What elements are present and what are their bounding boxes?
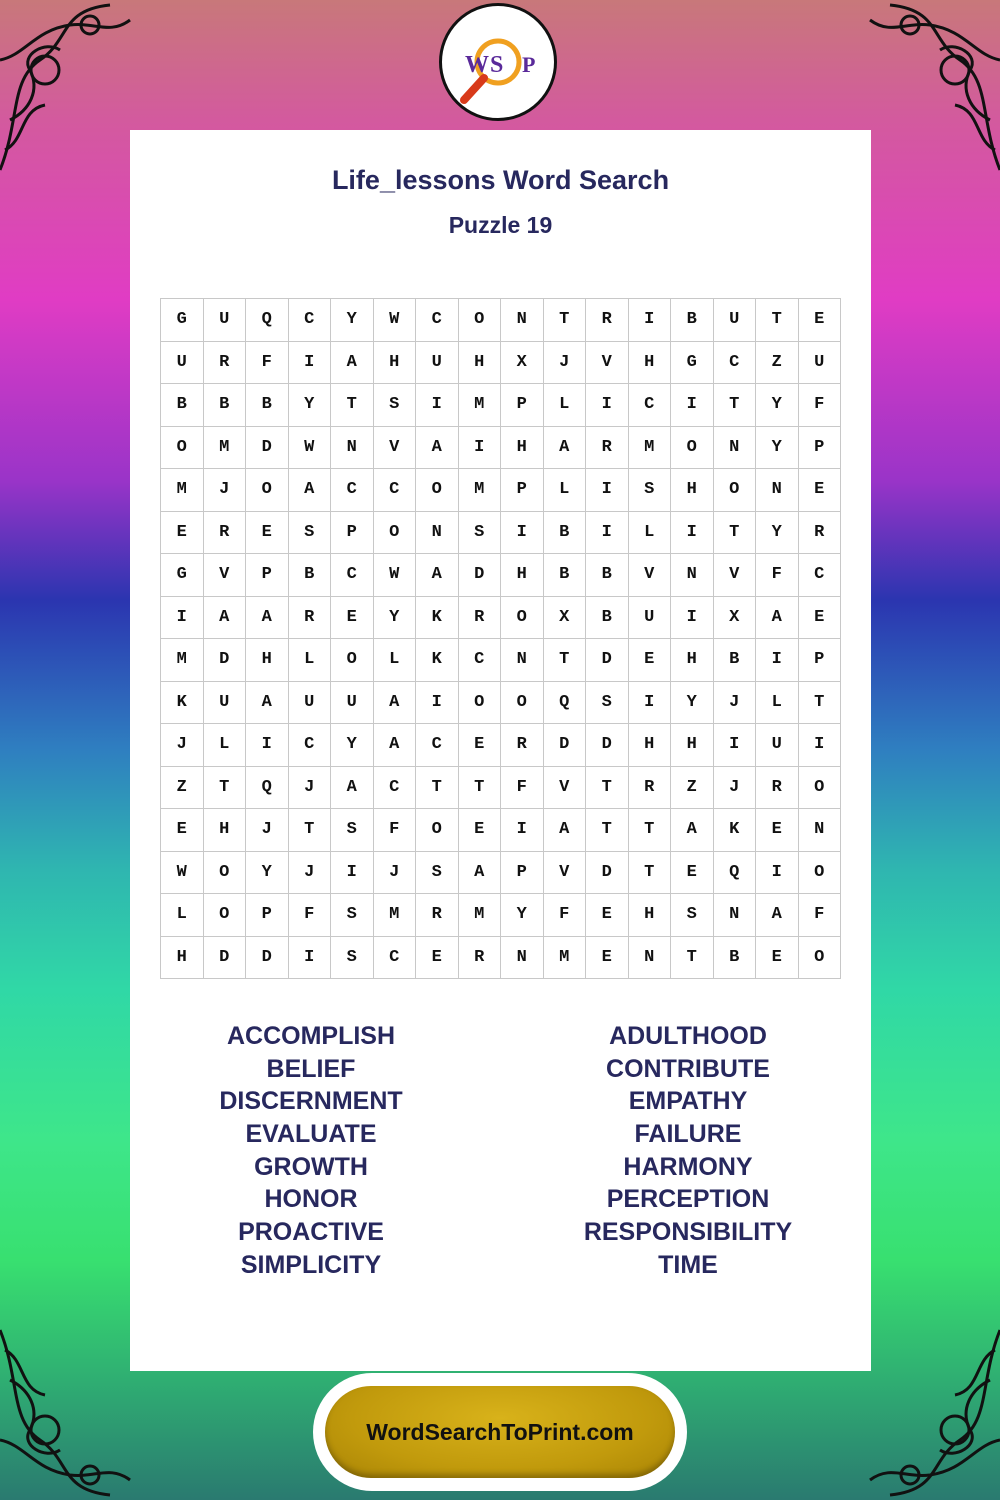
grid-cell[interactable]: T	[544, 299, 587, 342]
grid-cell[interactable]: E	[331, 597, 374, 640]
grid-cell[interactable]: N	[501, 639, 544, 682]
grid-cell[interactable]: B	[204, 384, 247, 427]
grid-cell[interactable]: M	[544, 937, 587, 980]
word-list-item: HARMONY	[623, 1152, 753, 1181]
grid-cell[interactable]: T	[714, 384, 757, 427]
grid-cell[interactable]: A	[204, 597, 247, 640]
grid-cell[interactable]: B	[544, 512, 587, 555]
grid-cell[interactable]: U	[629, 597, 672, 640]
letter-grid	[160, 298, 841, 979]
grid-cell[interactable]: F	[799, 894, 842, 937]
grid-cell[interactable]: H	[501, 427, 544, 470]
word-list-item: GROWTH	[254, 1152, 368, 1181]
grid-cell[interactable]: D	[586, 724, 629, 767]
grid-cell[interactable]: I	[671, 597, 714, 640]
grid-cell[interactable]: E	[799, 597, 842, 640]
grid-cell[interactable]: B	[246, 384, 289, 427]
site-link-button[interactable]: WordSearchToPrint.com	[325, 1386, 675, 1478]
grid-cell[interactable]: A	[331, 767, 374, 810]
grid-cell[interactable]: R	[459, 597, 502, 640]
grid-cell[interactable]: F	[374, 809, 417, 852]
grid-cell[interactable]: A	[756, 597, 799, 640]
grid-cell[interactable]: B	[586, 554, 629, 597]
word-list-item: CONTRIBUTE	[606, 1054, 770, 1083]
grid-cell[interactable]: E	[756, 809, 799, 852]
grid-cell[interactable]: Q	[714, 852, 757, 895]
grid-cell[interactable]: E	[586, 937, 629, 980]
grid-cell[interactable]: T	[459, 767, 502, 810]
word-list-item: FAILURE	[634, 1120, 742, 1149]
grid-cell[interactable]: Y	[331, 724, 374, 767]
grid-cell[interactable]: I	[416, 682, 459, 725]
grid-cell[interactable]: Q	[246, 299, 289, 342]
grid-cell[interactable]: O	[374, 512, 417, 555]
grid-cell[interactable]: Y	[756, 512, 799, 555]
grid-cell[interactable]: I	[501, 809, 544, 852]
grid-cell[interactable]: P	[501, 469, 544, 512]
grid-cell[interactable]: O	[416, 809, 459, 852]
grid-cell[interactable]: R	[756, 767, 799, 810]
grid-cell[interactable]: I	[459, 427, 502, 470]
grid-cell[interactable]: V	[204, 554, 247, 597]
grid-cell[interactable]: V	[374, 427, 417, 470]
grid-cell[interactable]: W	[289, 427, 332, 470]
grid-cell[interactable]: B	[671, 299, 714, 342]
grid-cell[interactable]: A	[544, 427, 587, 470]
logo-letter-w: W	[465, 52, 489, 78]
grid-cell[interactable]: D	[459, 554, 502, 597]
grid-cell[interactable]: V	[714, 554, 757, 597]
word-list-item: BELIEF	[266, 1054, 356, 1083]
grid-cell[interactable]: S	[416, 852, 459, 895]
grid-cell[interactable]: U	[204, 682, 247, 725]
grid-cell[interactable]: Z	[756, 342, 799, 385]
logo-letter-s: S	[490, 52, 504, 78]
grid-cell[interactable]: L	[544, 384, 587, 427]
grid-cell[interactable]: M	[459, 469, 502, 512]
grid-cell[interactable]: C	[374, 469, 417, 512]
grid-cell[interactable]: E	[161, 809, 204, 852]
grid-cell[interactable]: Q	[544, 682, 587, 725]
grid-cell[interactable]: A	[289, 469, 332, 512]
grid-cell[interactable]: F	[501, 767, 544, 810]
grid-cell[interactable]: A	[374, 724, 417, 767]
grid-cell[interactable]: A	[459, 852, 502, 895]
grid-cell[interactable]: L	[756, 682, 799, 725]
grid-cell[interactable]: I	[756, 852, 799, 895]
grid-cell[interactable]: H	[204, 809, 247, 852]
grid-cell[interactable]: E	[799, 469, 842, 512]
word-list-item: TIME	[658, 1250, 718, 1279]
grid-cell[interactable]: A	[416, 427, 459, 470]
grid-cell[interactable]: I	[629, 682, 672, 725]
grid-cell[interactable]: R	[459, 937, 502, 980]
grid-cell[interactable]: Y	[331, 299, 374, 342]
grid-cell[interactable]: M	[161, 639, 204, 682]
grid-cell[interactable]: P	[246, 894, 289, 937]
grid-cell[interactable]: J	[374, 852, 417, 895]
grid-cell[interactable]: T	[289, 809, 332, 852]
grid-cell[interactable]: A	[416, 554, 459, 597]
grid-cell[interactable]: Z	[161, 767, 204, 810]
grid-cell[interactable]: R	[586, 427, 629, 470]
grid-cell[interactable]: Y	[756, 384, 799, 427]
grid-cell[interactable]: R	[416, 894, 459, 937]
grid-cell[interactable]: S	[629, 469, 672, 512]
grid-cell[interactable]: S	[331, 894, 374, 937]
grid-cell[interactable]: E	[459, 809, 502, 852]
grid-cell[interactable]: T	[416, 767, 459, 810]
grid-cell[interactable]: R	[501, 724, 544, 767]
grid-cell[interactable]: A	[671, 809, 714, 852]
magnifier-icon	[442, 6, 554, 118]
grid-cell[interactable]: N	[629, 937, 672, 980]
word-list-item: PERCEPTION	[606, 1185, 770, 1214]
word-list-item: DISCERNMENT	[219, 1087, 403, 1116]
grid-cell[interactable]: H	[501, 554, 544, 597]
grid-cell[interactable]: P	[501, 852, 544, 895]
grid-cell[interactable]: U	[416, 342, 459, 385]
grid-cell[interactable]: T	[544, 639, 587, 682]
grid-cell[interactable]: D	[204, 639, 247, 682]
grid-cell[interactable]: I	[586, 469, 629, 512]
grid-cell[interactable]: R	[799, 512, 842, 555]
grid-cell[interactable]: O	[714, 469, 757, 512]
grid-cell[interactable]: H	[629, 342, 672, 385]
grid-cell[interactable]: I	[756, 639, 799, 682]
grid-cell[interactable]: P	[501, 384, 544, 427]
grid-cell[interactable]: Y	[756, 427, 799, 470]
grid-cell[interactable]: C	[331, 469, 374, 512]
grid-cell[interactable]: W	[374, 299, 417, 342]
grid-cell[interactable]: N	[799, 809, 842, 852]
grid-cell[interactable]: O	[459, 682, 502, 725]
grid-cell[interactable]: H	[629, 894, 672, 937]
grid-cell[interactable]: R	[289, 597, 332, 640]
grid-cell[interactable]: Y	[501, 894, 544, 937]
grid-cell[interactable]: K	[714, 809, 757, 852]
grid-cell[interactable]: Z	[671, 767, 714, 810]
grid-cell[interactable]: L	[204, 724, 247, 767]
grid-cell[interactable]: B	[586, 597, 629, 640]
grid-cell[interactable]: U	[161, 342, 204, 385]
grid-cell[interactable]: A	[246, 597, 289, 640]
grid-cell[interactable]: O	[416, 469, 459, 512]
grid-cell[interactable]: G	[161, 299, 204, 342]
grid-cell[interactable]: X	[544, 597, 587, 640]
grid-cell[interactable]: I	[586, 384, 629, 427]
word-list-item: EMPATHY	[628, 1087, 748, 1116]
grid-cell[interactable]: H	[671, 639, 714, 682]
grid-cell[interactable]: S	[331, 809, 374, 852]
grid-cell[interactable]: N	[331, 427, 374, 470]
grid-cell[interactable]: G	[161, 554, 204, 597]
grid-cell[interactable]: D	[586, 639, 629, 682]
grid-cell[interactable]: T	[799, 682, 842, 725]
grid-cell[interactable]: V	[544, 767, 587, 810]
grid-cell[interactable]: O	[331, 639, 374, 682]
grid-cell[interactable]: I	[161, 597, 204, 640]
word-list-item: RESPONSIBILITY	[583, 1218, 793, 1247]
grid-cell[interactable]: M	[459, 384, 502, 427]
word-list-item: ACCOMPLISH	[226, 1022, 396, 1050]
grid-cell[interactable]: U	[799, 342, 842, 385]
grid-cell[interactable]: C	[416, 299, 459, 342]
word-list-item: EVALUATE	[245, 1120, 377, 1149]
grid-cell[interactable]: M	[629, 427, 672, 470]
grid-cell[interactable]: U	[289, 682, 332, 725]
grid-cell[interactable]: C	[714, 342, 757, 385]
grid-cell[interactable]: X	[714, 597, 757, 640]
grid-cell[interactable]: C	[289, 724, 332, 767]
grid-cell[interactable]: T	[714, 512, 757, 555]
grid-cell[interactable]: O	[204, 852, 247, 895]
grid-cell[interactable]: O	[671, 427, 714, 470]
grid-cell[interactable]: E	[756, 937, 799, 980]
grid-cell[interactable]: O	[459, 299, 502, 342]
grid-cell[interactable]: A	[246, 682, 289, 725]
grid-cell[interactable]: H	[671, 724, 714, 767]
grid-cell[interactable]: H	[374, 342, 417, 385]
grid-cell[interactable]: E	[586, 894, 629, 937]
grid-cell[interactable]: E	[161, 512, 204, 555]
grid-cell[interactable]: I	[289, 342, 332, 385]
grid-cell[interactable]: P	[331, 512, 374, 555]
grid-cell[interactable]: Q	[246, 767, 289, 810]
grid-cell[interactable]: F	[799, 384, 842, 427]
grid-cell[interactable]: F	[246, 342, 289, 385]
grid-cell[interactable]: I	[501, 512, 544, 555]
grid-cell[interactable]: N	[501, 299, 544, 342]
grid-cell[interactable]: L	[289, 639, 332, 682]
grid-cell[interactable]: L	[629, 512, 672, 555]
grid-cell[interactable]: T	[586, 767, 629, 810]
grid-cell[interactable]: U	[204, 299, 247, 342]
grid-cell[interactable]: L	[374, 639, 417, 682]
grid-cell[interactable]: I	[671, 512, 714, 555]
grid-cell[interactable]: B	[544, 554, 587, 597]
grid-cell[interactable]: R	[204, 342, 247, 385]
grid-cell[interactable]: O	[799, 937, 842, 980]
grid-cell[interactable]: E	[671, 852, 714, 895]
grid-cell[interactable]: E	[459, 724, 502, 767]
grid-cell[interactable]: U	[756, 724, 799, 767]
grid-cell[interactable]: J	[289, 767, 332, 810]
grid-cell[interactable]: T	[629, 852, 672, 895]
grid-cell[interactable]: O	[161, 427, 204, 470]
grid-cell[interactable]: L	[161, 894, 204, 937]
grid-cell[interactable]: T	[756, 299, 799, 342]
grid-cell[interactable]: T	[671, 937, 714, 980]
grid-cell[interactable]: O	[246, 469, 289, 512]
grid-cell[interactable]: B	[161, 384, 204, 427]
logo-letter-p: P	[522, 52, 536, 77]
grid-cell[interactable]: D	[204, 937, 247, 980]
grid-cell[interactable]: Y	[374, 597, 417, 640]
grid-cell[interactable]: S	[374, 384, 417, 427]
grid-cell[interactable]: S	[586, 682, 629, 725]
grid-cell[interactable]: D	[246, 427, 289, 470]
grid-cell[interactable]: O	[799, 767, 842, 810]
grid-cell[interactable]: N	[714, 894, 757, 937]
grid-cell[interactable]: F	[544, 894, 587, 937]
grid-cell[interactable]: H	[671, 469, 714, 512]
puzzle-card	[130, 130, 871, 1371]
grid-cell[interactable]: P	[799, 427, 842, 470]
word-list-item: ADULTHOOD	[609, 1022, 767, 1050]
grid-cell[interactable]: H	[459, 342, 502, 385]
grid-cell[interactable]: L	[544, 469, 587, 512]
grid-cell[interactable]: J	[161, 724, 204, 767]
grid-cell[interactable]: P	[799, 639, 842, 682]
grid-cell[interactable]: W	[161, 852, 204, 895]
grid-cell[interactable]: C	[629, 384, 672, 427]
grid-cell[interactable]: T	[331, 384, 374, 427]
grid-cell[interactable]: J	[204, 469, 247, 512]
grid-cell[interactable]: S	[671, 894, 714, 937]
grid-cell[interactable]: I	[586, 512, 629, 555]
grid-cell[interactable]: D	[544, 724, 587, 767]
grid-cell[interactable]: T	[204, 767, 247, 810]
grid-cell[interactable]: B	[714, 639, 757, 682]
grid-cell[interactable]: C	[416, 724, 459, 767]
grid-cell[interactable]: N	[671, 554, 714, 597]
grid-cell[interactable]: O	[501, 597, 544, 640]
grid-cell[interactable]: I	[714, 724, 757, 767]
grid-cell[interactable]: B	[714, 937, 757, 980]
grid-cell[interactable]: E	[629, 639, 672, 682]
grid-cell[interactable]: A	[374, 682, 417, 725]
word-list-item: HONOR	[264, 1185, 358, 1214]
grid-cell[interactable]: B	[289, 554, 332, 597]
grid-cell[interactable]: I	[331, 852, 374, 895]
grid-cell[interactable]: N	[501, 937, 544, 980]
grid-cell[interactable]: I	[416, 384, 459, 427]
grid-cell[interactable]: V	[586, 342, 629, 385]
grid-cell[interactable]: E	[416, 937, 459, 980]
grid-cell[interactable]: K	[416, 597, 459, 640]
grid-cell[interactable]: M	[459, 894, 502, 937]
grid-cell[interactable]: Y	[246, 852, 289, 895]
grid-cell[interactable]: N	[756, 469, 799, 512]
grid-cell[interactable]: U	[331, 682, 374, 725]
grid-cell[interactable]: T	[586, 809, 629, 852]
grid-cell[interactable]: A	[544, 809, 587, 852]
grid-cell[interactable]: A	[331, 342, 374, 385]
grid-cell[interactable]: C	[459, 639, 502, 682]
puzzle-number: Puzzle 19	[448, 212, 553, 238]
grid-cell[interactable]: E	[246, 512, 289, 555]
grid-cell[interactable]: J	[714, 682, 757, 725]
grid-cell[interactable]: S	[459, 512, 502, 555]
grid-cell[interactable]: Y	[671, 682, 714, 725]
grid-cell[interactable]: K	[161, 682, 204, 725]
grid-cell[interactable]: I	[629, 299, 672, 342]
grid-cell[interactable]: H	[246, 639, 289, 682]
grid-cell[interactable]: J	[714, 767, 757, 810]
grid-cell[interactable]: N	[416, 512, 459, 555]
word-list-item: SIMPLICITY	[240, 1250, 382, 1279]
grid-cell[interactable]: J	[289, 852, 332, 895]
grid-cell[interactable]: C	[331, 554, 374, 597]
grid-cell[interactable]: D	[246, 937, 289, 980]
grid-cell[interactable]: C	[799, 554, 842, 597]
grid-cell[interactable]: M	[204, 427, 247, 470]
grid-cell[interactable]: M	[374, 894, 417, 937]
grid-cell[interactable]: A	[756, 894, 799, 937]
grid-cell[interactable]: R	[629, 767, 672, 810]
grid-cell[interactable]: I	[671, 384, 714, 427]
grid-cell[interactable]: X	[501, 342, 544, 385]
grid-cell[interactable]: N	[714, 427, 757, 470]
grid-cell[interactable]: G	[671, 342, 714, 385]
grid-cell[interactable]: C	[374, 767, 417, 810]
grid-cell[interactable]: O	[501, 682, 544, 725]
grid-cell[interactable]: F	[756, 554, 799, 597]
grid-cell[interactable]: O	[204, 894, 247, 937]
grid-cell[interactable]: I	[289, 937, 332, 980]
grid-cell[interactable]: P	[246, 554, 289, 597]
grid-cell[interactable]: V	[629, 554, 672, 597]
site-badge	[313, 1373, 687, 1491]
grid-cell[interactable]: Y	[289, 384, 332, 427]
grid-cell[interactable]: E	[799, 299, 842, 342]
grid-cell[interactable]: C	[289, 299, 332, 342]
grid-cell[interactable]: R	[586, 299, 629, 342]
grid-cell[interactable]: V	[544, 852, 587, 895]
grid-cell[interactable]: U	[714, 299, 757, 342]
grid-cell[interactable]: O	[799, 852, 842, 895]
grid-cell[interactable]: I	[246, 724, 289, 767]
grid-cell[interactable]: D	[586, 852, 629, 895]
grid-cell[interactable]: M	[161, 469, 204, 512]
grid-cell[interactable]: J	[246, 809, 289, 852]
grid-cell[interactable]: H	[629, 724, 672, 767]
word-list-right	[538, 1020, 838, 1282]
grid-cell[interactable]: R	[204, 512, 247, 555]
grid-cell[interactable]: J	[544, 342, 587, 385]
grid-cell[interactable]: F	[289, 894, 332, 937]
word-list-left	[161, 1020, 461, 1282]
grid-cell[interactable]: T	[629, 809, 672, 852]
grid-cell[interactable]: K	[416, 639, 459, 682]
grid-cell[interactable]: C	[374, 937, 417, 980]
grid-cell[interactable]: S	[289, 512, 332, 555]
word-list-item: PROACTIVE	[238, 1218, 384, 1247]
grid-cell[interactable]: H	[161, 937, 204, 980]
page-title: Life_lessons Word Search	[331, 165, 670, 195]
grid-cell[interactable]: W	[374, 554, 417, 597]
grid-cell[interactable]: S	[331, 937, 374, 980]
wsp-logo[interactable]	[439, 3, 557, 121]
grid-cell[interactable]: I	[799, 724, 842, 767]
